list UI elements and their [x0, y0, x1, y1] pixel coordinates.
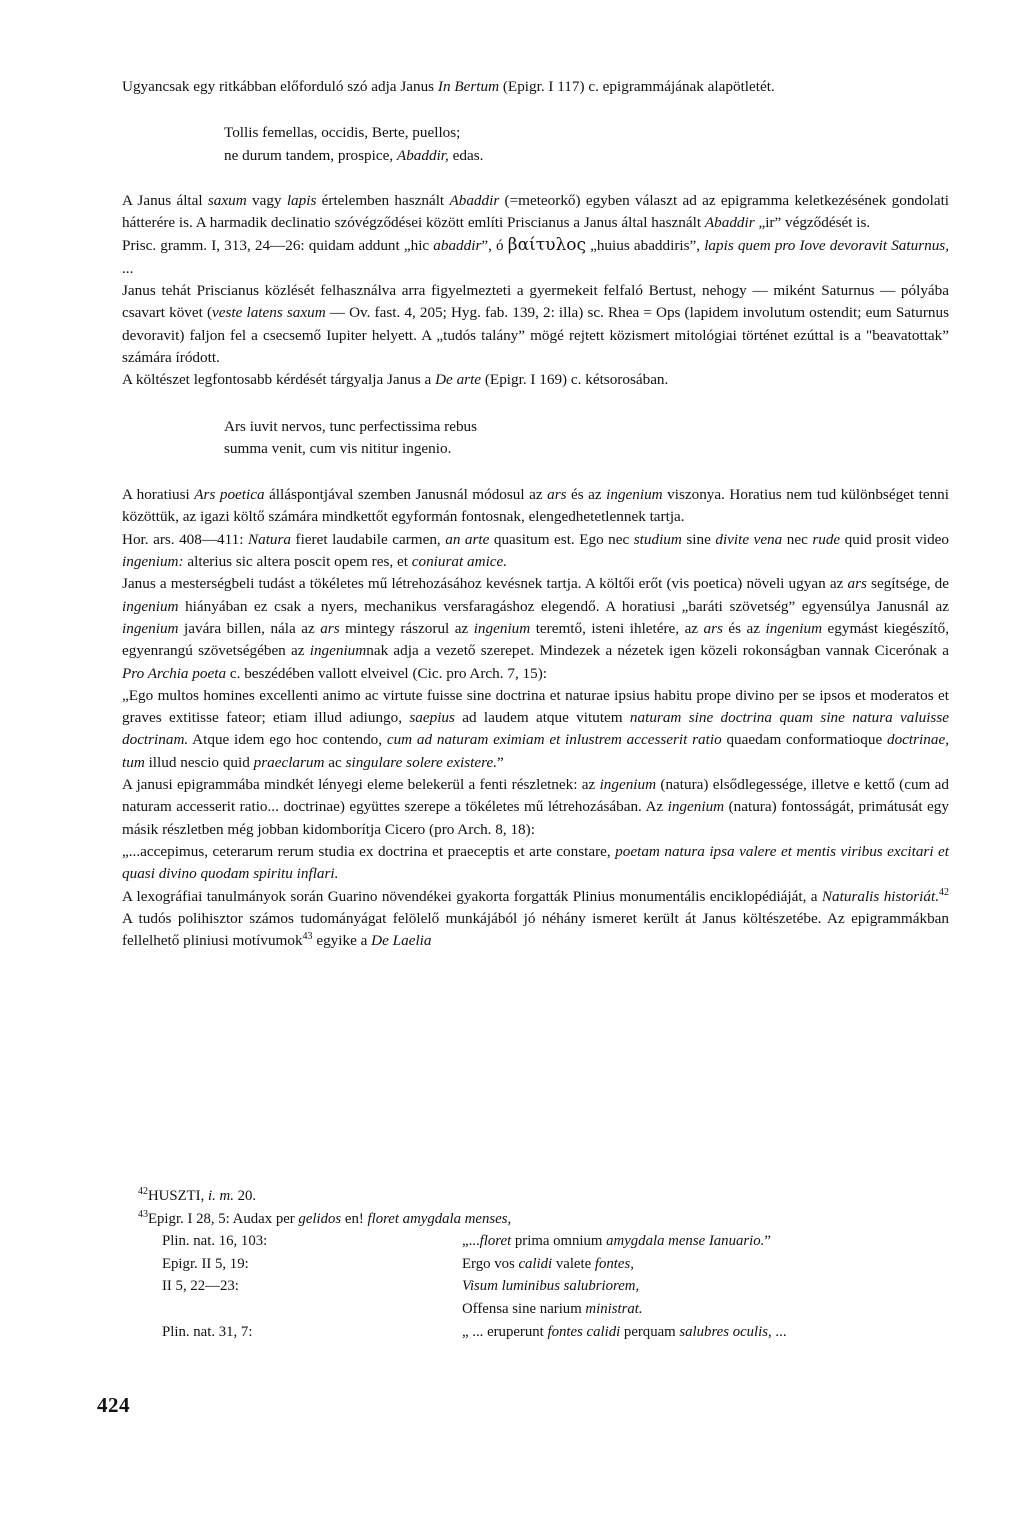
text-italic: ingenium [122, 619, 179, 637]
footnote-43 [138, 1208, 898, 1231]
poem-ars [224, 416, 949, 461]
paragraph-horatius [122, 484, 949, 529]
poem-line: Tollis femellas, occidis, Berte, puellos; [224, 124, 461, 142]
text: quaedam conformatioque [721, 731, 887, 749]
text: segítsége, de [866, 575, 949, 593]
text: ne durum tandem, prospice, [224, 146, 397, 164]
text: A horatiusi [122, 486, 195, 504]
footnote-quote [462, 1230, 898, 1253]
text: ” [497, 753, 504, 771]
text: Ugyancsak egy ritkábban előforduló szó adja Janus [122, 78, 438, 95]
text: javára billen, nála az [178, 619, 321, 637]
text: (natura) elsődlegessége, illetve e kettő (cum ad naturam accesserit ratio... doctrinae) együttes szerepe a tökéletes mű létrehozásában. Az [122, 776, 949, 816]
text-italic: Ars poetica [194, 486, 265, 504]
text-italic: i. m. [208, 1188, 234, 1204]
footnote-source: II 5, 22—23: [162, 1278, 239, 1295]
footnotes [138, 1185, 898, 1343]
footnote-quote [462, 1321, 898, 1344]
text: alterius sic altera poscit opem res, et [183, 553, 412, 571]
footnote-source: Epigr. II 5, 19: [162, 1255, 249, 1272]
footnote-ref-42: 42 [939, 886, 949, 898]
page-number: 424 [97, 1393, 130, 1417]
greek-word: βαίτυλος [507, 235, 586, 256]
text: quid prosit video [840, 530, 950, 548]
footnote-quote [462, 1253, 898, 1276]
text-italic: ingenium [667, 798, 725, 816]
text-italic: praeclarum [253, 753, 325, 771]
text-italic: floret amygdala menses, [367, 1210, 512, 1227]
text: Ergo vos [462, 1255, 519, 1272]
text: A Janus által [122, 191, 208, 209]
text-italic: veste latens saxum [212, 304, 326, 322]
text-italic: saxum [207, 191, 247, 209]
text: Janus a mesterségbeli tudást a tökéletes mű létrehozásához kevésnek tartja. A költői erőt (vis poetica) növeli ugyan az [122, 575, 848, 593]
paragraph-priscianus-quote [122, 234, 949, 280]
footnote-number: 43 [138, 1208, 148, 1220]
paragraph-cicero-quote-2 [122, 841, 949, 886]
text: HUSZTI, [148, 1188, 209, 1204]
text: sine [681, 530, 716, 548]
text-italic: an arte [445, 530, 490, 548]
text-italic: rude [812, 530, 841, 548]
text: „... [462, 1233, 480, 1250]
text: prima omnium [511, 1233, 607, 1250]
text-italic: fontes calidi [547, 1323, 621, 1340]
text: viszonya. Horatius nem tud különbséget tenni közöttük, az igazi költő számára mindkettőt egyformán fontosnak, elengedhetetlennek tartja. [122, 486, 949, 526]
text-italic: singulare solere existere. [345, 753, 497, 771]
text: A költészet legfontosabb kérdését tárgyalja Janus a [122, 371, 436, 389]
text: és az [722, 619, 766, 637]
text-italic: salubres oculis, [679, 1323, 772, 1340]
text: „...accepimus, ceterarum rerum studia ex doctrina et praeceptis et arte constare, [122, 842, 616, 860]
text-italic: ingenium [606, 486, 663, 504]
text: A lexográfiai tanulmányok során Guarino növendékei gyakorta forgatták Plinius monumentális enciklopédiáját, a [122, 887, 822, 905]
text: nak adja a vezető szerepet. Mindezek a nézetek igen közeli rokonságban vannak Cicerónak a [366, 642, 949, 660]
text-italic: ingenium: [122, 553, 184, 571]
paragraph-hor-ars-quote [122, 529, 949, 574]
footnote-row [138, 1253, 898, 1276]
text: 20. [233, 1188, 257, 1204]
paragraph-saturnus [122, 280, 949, 369]
footnote-row [138, 1321, 898, 1344]
text: értelemben használt [316, 191, 450, 209]
text: ... [122, 259, 134, 277]
text-italic: ingenium [309, 642, 367, 660]
text-italic: ars [320, 619, 340, 637]
text: Offensa sine narium [462, 1300, 586, 1317]
text-italic: Abaddir [704, 214, 755, 232]
poem-tollis [224, 122, 949, 167]
text-italic: ingenium [765, 619, 823, 637]
text: A janusi epigrammába mindkét lényegi eleme belekerül a fenti részletnek: az [122, 776, 600, 794]
text-italic: lapis quem pro Iove devoravit Saturnus, [704, 237, 949, 255]
text: Janus tehát Priscianus közlését felhasználva arra figyelmezteti a gyermekeit felfaló Bertust, nehogy — miként Saturnus — pólyába csavart követ ( [122, 282, 949, 322]
text-italic: abaddir [433, 237, 482, 255]
text: és az [566, 486, 607, 504]
footnote-source: Plin. nat. 31, 7: [162, 1323, 253, 1340]
footnote-ref-43: 43 [302, 931, 313, 943]
footnote-number: 42 [138, 1186, 148, 1198]
text: „ir” végződését is. [754, 214, 871, 232]
paragraph-plinius [122, 886, 949, 953]
footnote-quote [462, 1298, 898, 1321]
text-italic: ingenium [122, 597, 179, 615]
text: c. beszédében vallott elveivel (Cic. pro Arch. 7, 15): [226, 664, 548, 682]
footnote-row [138, 1298, 898, 1321]
body-text [122, 76, 949, 952]
text: — Ov. fast. 4, 205; Hyg. fab. 139, 2: illa) sc. Rhea = Ops (lapidem involutum ostendit; eum Saturnus devoravit) faljon fel a csecsemő Iupiter helyett. A „tudós talány” mögé rejtett közismert mitológiai történet ezúttal is a "beavatottak” számára íródott. [122, 304, 950, 366]
text-italic: De arte [435, 371, 482, 389]
footnote-source [138, 1298, 462, 1321]
text: ”, ó [481, 237, 508, 255]
text-italic: lapis [286, 191, 317, 209]
text-italic: De Laelia [371, 932, 432, 950]
footnote-row [138, 1275, 898, 1298]
text-italic: cum ad naturam eximiam et inlustrem accesserit ratio [386, 731, 722, 749]
text: „Ego multos homines excellenti animo ac virtute fuisse sine doctrina et naturae ipsius habitu prope divino per se ipsos et moderatos et graves extitisse fateor; etiam illud adiungo, [122, 686, 949, 727]
text: (Epigr. I 117) c. epigrammájának alapötletét. [499, 78, 775, 95]
text-italic: Pro Archia poeta [122, 664, 227, 682]
text-italic: Natura [247, 530, 292, 548]
text: (=meteorkő) egyben választ ad az epigramma keletkezésének gondolati hátterére is. A harmadik declinatio szóvégződései között említi Priscianus a Janus által használt [122, 191, 950, 232]
text: egyike a [312, 932, 372, 950]
text-italic: ars [547, 486, 567, 504]
poem-line: Ars iuvit nervos, tunc perfectissima rebus [224, 417, 478, 435]
poem-line: summa venit, cum vis nititur ingenio. [224, 439, 452, 457]
text-italic: ministrat. [585, 1300, 643, 1317]
text: quasitum est. Ego nec [489, 530, 634, 548]
paragraph-intro [122, 76, 949, 98]
text: ” [764, 1233, 771, 1250]
text: perquam [620, 1323, 680, 1340]
text: nec [782, 530, 813, 548]
text: „ ... eruperunt [462, 1323, 548, 1340]
paragraph-abaddir [122, 190, 949, 235]
text-italic: naturam sine doctrina quam sine natura valuisse doctrinam. [122, 709, 949, 749]
text-italic: studium [633, 530, 682, 548]
text: egymást kiegészítő, egyenrangú szövetségében az [122, 619, 950, 660]
text: Hor. ars. 408—411: [122, 530, 248, 548]
text-italic: amygdala mense Ianuario. [606, 1233, 765, 1250]
text: vagy [246, 191, 287, 209]
paragraph-cicero-quote-1 [122, 685, 949, 774]
footnote-row [138, 1230, 898, 1253]
text-italic: fontes, [594, 1255, 634, 1272]
text-italic: ingenium [473, 619, 531, 637]
paragraph-ingenium [122, 573, 949, 684]
text: fieret laudabile carmen, [291, 530, 446, 548]
text-italic: calidi [518, 1255, 553, 1272]
text: illud nescio quid [144, 753, 254, 771]
text-italic: Naturalis historiát. [821, 887, 939, 905]
text-italic: ars [703, 619, 723, 637]
text: ad laudem atque vitutem [454, 709, 630, 727]
text: (Epigr. I 169) c. kétsorosában. [481, 371, 669, 389]
text-italic: saepius [409, 709, 455, 727]
footnote-42 [138, 1185, 898, 1208]
text: A tudós polihisztor számos tudományágat felölelő munkájából jó néhány ismeret került át Janus költészetébe. Az epigrammákban fellelhető pliniusi motívumok [122, 909, 949, 950]
text: ac [324, 753, 346, 771]
text: „huius abaddiris”, [585, 237, 705, 255]
text-italic: gelidos [298, 1210, 342, 1227]
text-italic: coniurat amice. [411, 553, 508, 571]
text-italic: ingenium [599, 776, 657, 794]
text: edas. [448, 146, 484, 164]
text: (natura) fontosságát, primátusát egy másik részletben még jobban kidomborítja Cicero (pro Arch. 8, 18): [122, 798, 949, 838]
text-italic: ars [847, 575, 867, 593]
text: hiányában ez csak a nyers, mechanikus versfaragáshoz elegendő. A horatiusi „baráti szövetség” egyensúlya Janusnál az [178, 597, 949, 615]
text-italic: divite vena [715, 530, 783, 548]
text-italic: poetam natura ipsa valere et mentis viribus excitari et quasi divino quodam spiritu inflari. [122, 842, 949, 883]
poem-line [224, 145, 949, 167]
text: teremtő, isteni ihletére, az [530, 619, 704, 637]
text-italic: In Bertum [437, 78, 500, 95]
text: Atque idem ego hoc contendo, [188, 731, 387, 749]
text-italic: Abaddir, [396, 146, 449, 164]
text: ... [771, 1323, 787, 1340]
text: en! [341, 1210, 368, 1227]
text-italic: floret [479, 1233, 512, 1250]
text-italic: Abaddir [449, 191, 500, 209]
text-italic: doctrinae, tum [122, 731, 949, 771]
text: álláspontjával szemben Janusnál módosul az [264, 486, 548, 504]
text: Prisc. gramm. I, 313, 24—26: quidam addunt „hic [122, 237, 434, 255]
footnote-source: Plin. nat. 16, 103: [162, 1233, 268, 1250]
text: mintegy rászorul az [339, 619, 474, 637]
text-italic: Visum luminibus salubriorem, [462, 1278, 640, 1295]
paragraph-de-arte [122, 369, 949, 391]
footnote-quote [462, 1275, 898, 1298]
paragraph-janusi-epigramma [122, 774, 949, 841]
text: valete [552, 1255, 595, 1272]
text: Epigr. I 28, 5: Audax per [148, 1210, 299, 1227]
